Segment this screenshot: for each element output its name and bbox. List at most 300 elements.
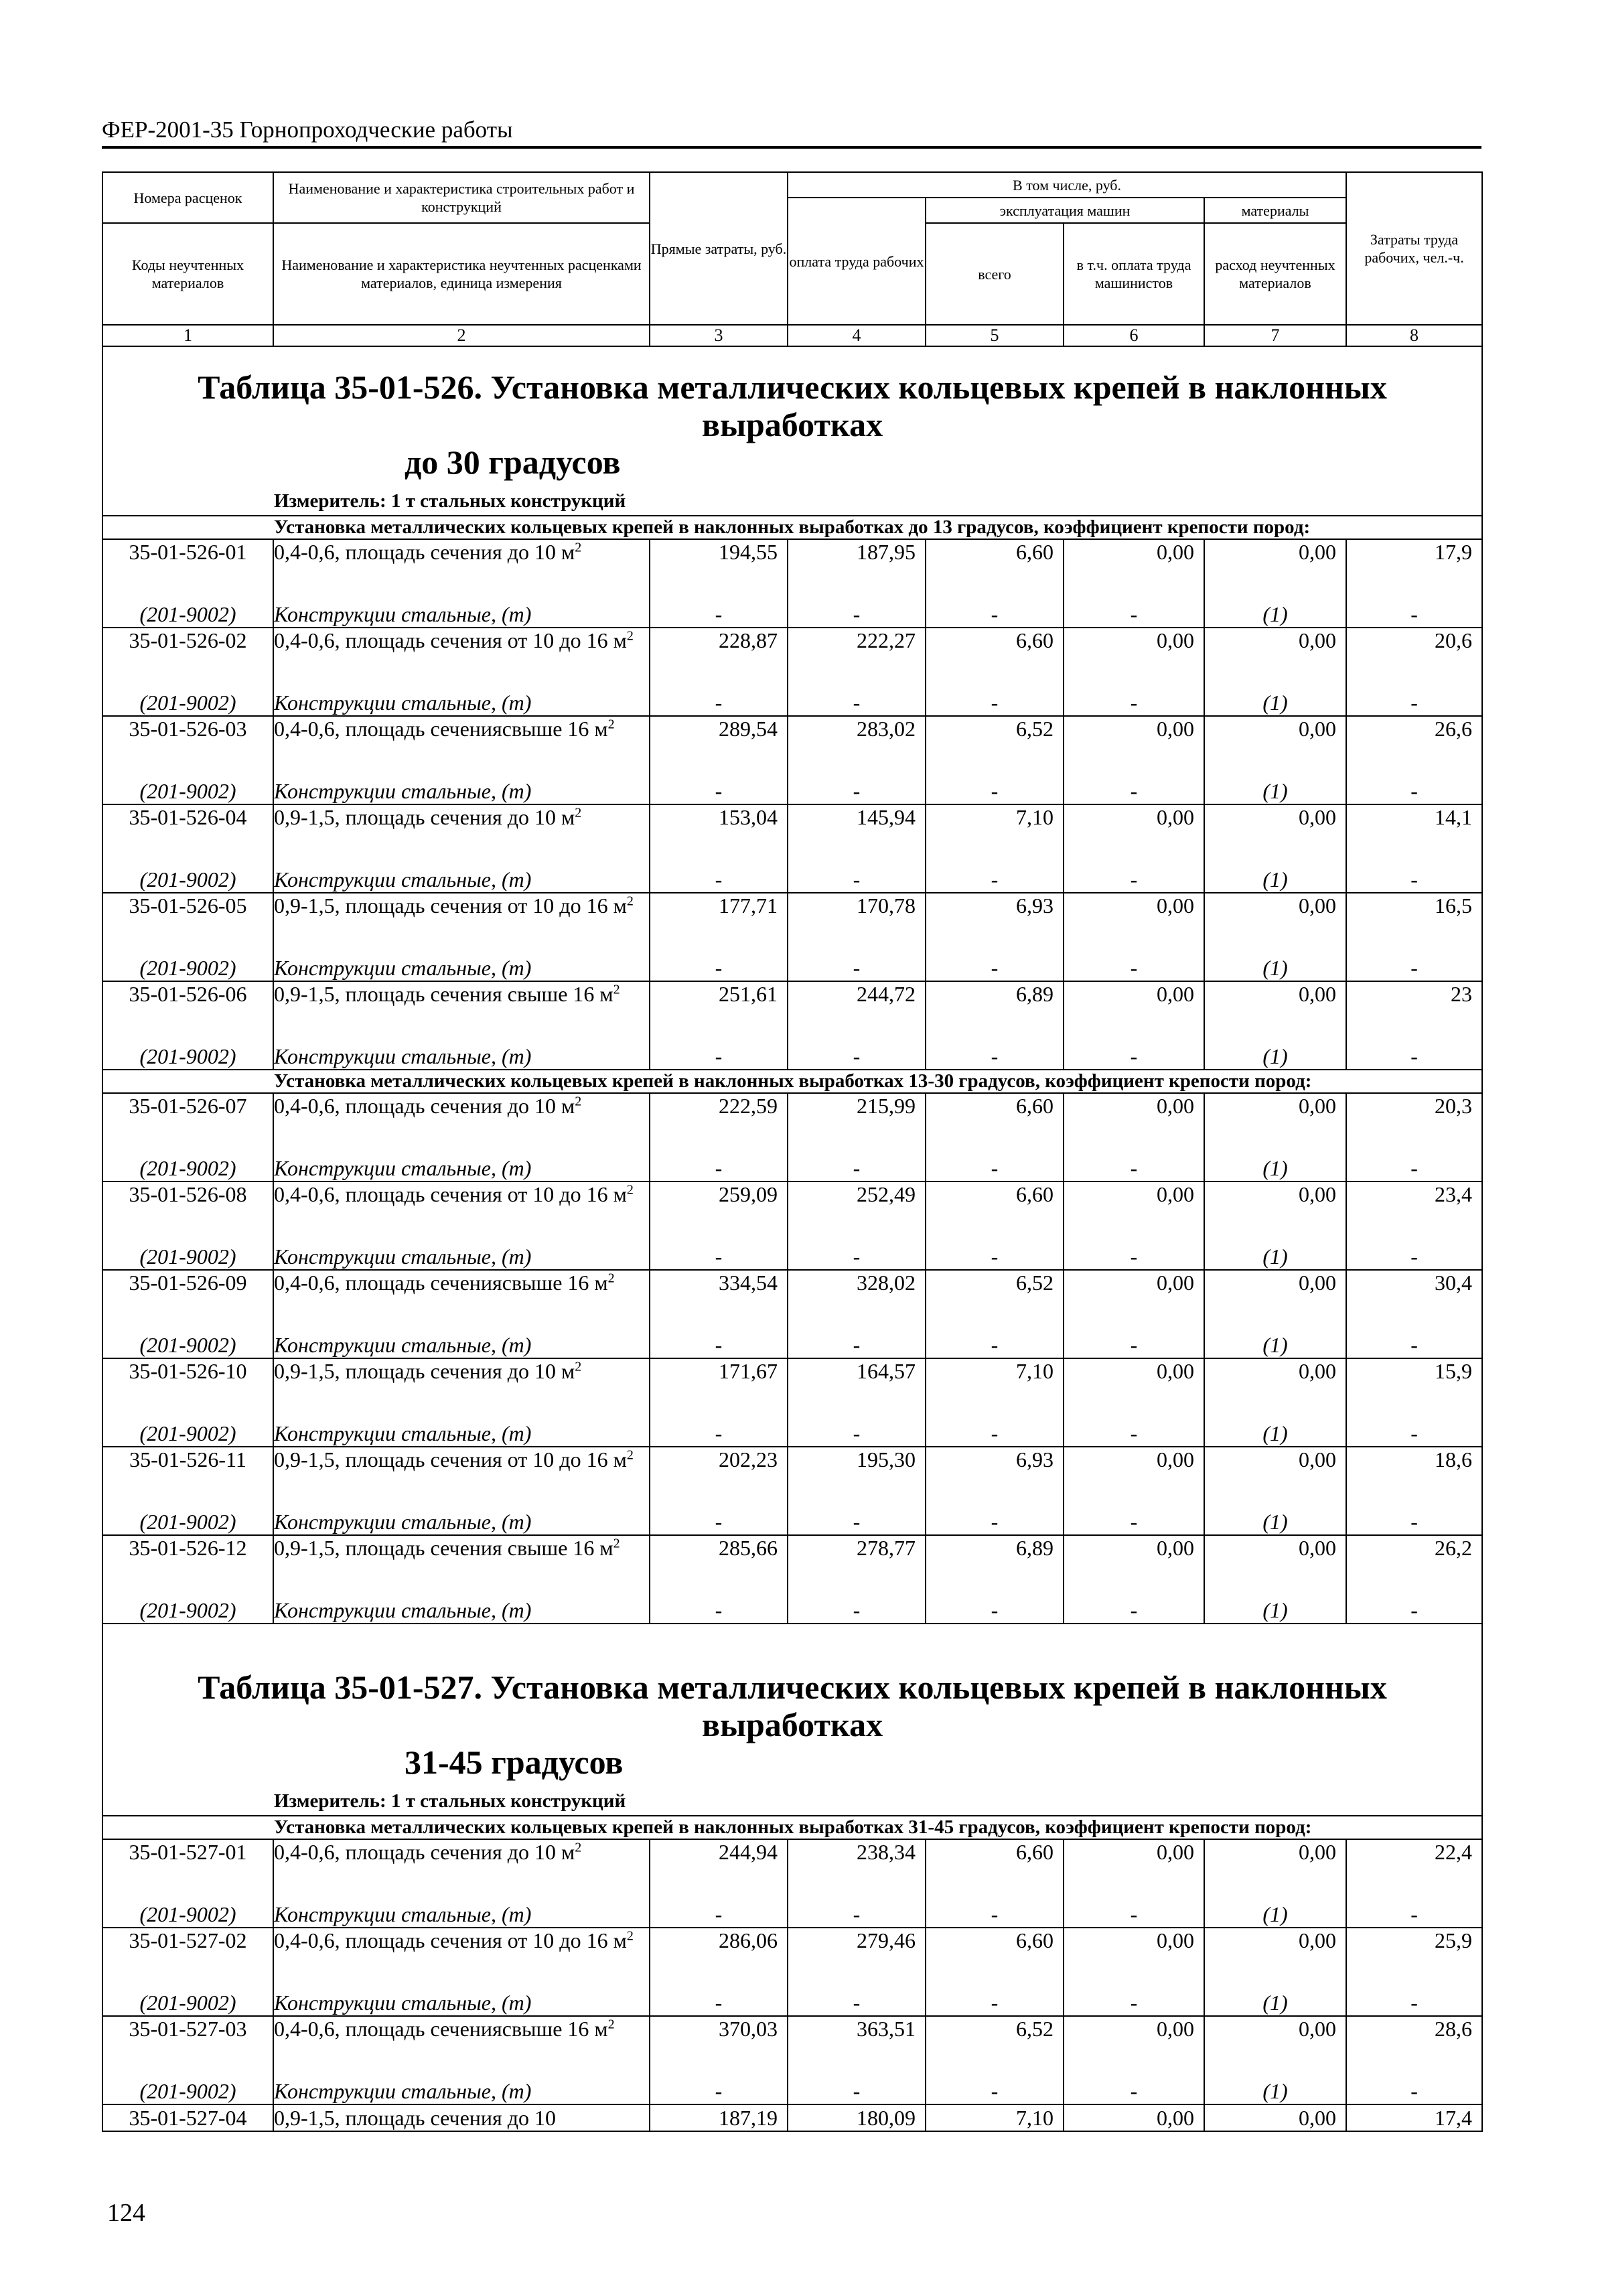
value-v6: 0,00	[1064, 1093, 1204, 1155]
value-v5: 6,52	[926, 2016, 1064, 2078]
value-v4: 170,78	[788, 893, 926, 955]
value-v7: 0,00	[1204, 1270, 1346, 1332]
table-title-row	[102, 346, 1482, 481]
material-dash-v6: -	[1064, 867, 1204, 893]
value-v6: 0,00	[1064, 1535, 1204, 1597]
unit-superscript: 2	[626, 1928, 634, 1944]
material-name: Конструкции стальные, (т)	[273, 2078, 650, 2104]
material-quantity: (1)	[1204, 1990, 1346, 2016]
material-dash-v4: -	[788, 1332, 926, 1358]
work-description-text: 0,4-0,6, площадь сечениясвыше 16 м	[274, 2017, 608, 2041]
value-v3: 370,03	[650, 2016, 788, 2078]
work-description-text: 0,4-0,6, площадь сечения до 10 м	[274, 1840, 575, 1864]
material-row	[102, 1509, 1482, 1535]
material-row	[102, 601, 1482, 628]
value-v4: 195,30	[788, 1447, 926, 1509]
work-description-text: 0,4-0,6, площадь сечения от 10 до 16 м	[274, 1182, 627, 1206]
material-dash-v3: -	[650, 867, 788, 893]
material-dash-v8: -	[1346, 1597, 1482, 1624]
price-table	[102, 171, 1483, 2132]
material-quantity: (1)	[1204, 1597, 1346, 1624]
work-description	[273, 893, 650, 955]
work-description-text: 0,4-0,6, площадь сечениясвыше 16 м	[274, 717, 608, 741]
value-v5: 7,10	[926, 1358, 1064, 1421]
measure-label: Измеритель: 1 т стальных конструкций	[102, 1781, 1482, 1816]
value-v5: 6,89	[926, 1535, 1064, 1597]
material-dash-v8: -	[1346, 1244, 1482, 1270]
value-v7: 0,00	[1204, 628, 1346, 690]
unit-superscript: 2	[575, 540, 582, 555]
value-v8: 20,6	[1346, 628, 1482, 690]
unit-superscript: 2	[607, 2017, 615, 2032]
material-dash-v5: -	[926, 2078, 1064, 2104]
section-heading: Установка металлических кольцевых крепей в наклонных выработках до 13 градусов, коэффициент крепости пород:	[102, 516, 1482, 539]
measure-label: Измеритель: 1 т стальных конструкций	[102, 481, 1482, 516]
value-v4: 328,02	[788, 1270, 926, 1332]
material-dash-v8: -	[1346, 1421, 1482, 1447]
material-dash-v3: -	[650, 1421, 788, 1447]
value-v3: 228,87	[650, 628, 788, 690]
material-dash-v3: -	[650, 778, 788, 804]
material-dash-v4: -	[788, 2078, 926, 2104]
value-v4: 222,27	[788, 628, 926, 690]
value-v8: 15,9	[1346, 1358, 1482, 1421]
table-row	[102, 1181, 1482, 1244]
work-description	[273, 804, 650, 867]
value-v8: 23,4	[1346, 1181, 1482, 1244]
material-dash-v8: -	[1346, 955, 1482, 981]
work-description	[273, 539, 650, 601]
table-row	[102, 1535, 1482, 1597]
work-description	[273, 1093, 650, 1155]
rate-code: 35-01-526-05	[102, 893, 273, 955]
value-v8: 16,5	[1346, 893, 1482, 955]
material-dash-v8: -	[1346, 1044, 1482, 1070]
work-description	[273, 1839, 650, 1902]
material-dash-v5: -	[926, 778, 1064, 804]
material-row	[102, 1902, 1482, 1928]
material-dash-v6: -	[1064, 690, 1204, 716]
value-v8: 18,6	[1346, 1447, 1482, 1509]
section-heading-row	[102, 1816, 1482, 1839]
work-description-text: 0,4-0,6, площадь сечения от 10 до 16 м	[274, 628, 627, 652]
material-row	[102, 1044, 1482, 1070]
material-dash-v8: -	[1346, 1990, 1482, 2016]
work-description: 0,9-1,5, площадь сечения до 10	[273, 2104, 650, 2131]
price-table-sheet	[102, 171, 1481, 2132]
material-dash-v8: -	[1346, 867, 1482, 893]
material-dash-v6: -	[1064, 1597, 1204, 1624]
material-code: (201-9002)	[102, 1332, 273, 1358]
value-v7: 0,00	[1204, 893, 1346, 955]
unit-superscript: 2	[626, 1182, 634, 1198]
value-v5: 6,52	[926, 716, 1064, 778]
value-v8: 14,1	[1346, 804, 1482, 867]
material-code: (201-9002)	[102, 601, 273, 628]
value-v4: 215,99	[788, 1093, 926, 1155]
value-v5: 6,93	[926, 1447, 1064, 1509]
header-labor: Затраты труда рабочих, чел.-ч.	[1346, 172, 1482, 325]
col-number-7: 7	[1204, 325, 1346, 346]
material-name: Конструкции стальные, (т)	[273, 690, 650, 716]
value-v3: 251,61	[650, 981, 788, 1044]
rate-code: 35-01-527-01	[102, 1839, 273, 1902]
value-v4: 283,02	[788, 716, 926, 778]
running-header: ФЕР-2001-35 Горнопроходческие работы	[102, 115, 1481, 149]
unit-superscript: 2	[575, 1094, 582, 1109]
section-heading-row	[102, 516, 1482, 539]
material-dash-v6: -	[1064, 1332, 1204, 1358]
table-title-line2: до 30 градусов	[405, 443, 621, 481]
material-dash-v5: -	[926, 955, 1064, 981]
value-v6: 0,00	[1064, 716, 1204, 778]
material-dash-v8: -	[1346, 778, 1482, 804]
rate-code: 35-01-526-12	[102, 1535, 273, 1597]
material-code: (201-9002)	[102, 1421, 273, 1447]
table-gap	[102, 1624, 1482, 1647]
unit-superscript: 2	[575, 1359, 582, 1374]
material-row	[102, 1597, 1482, 1624]
material-dash-v6: -	[1064, 1155, 1204, 1181]
col-number-8: 8	[1346, 325, 1482, 346]
material-quantity: (1)	[1204, 867, 1346, 893]
value-v6: 0,00	[1064, 1447, 1204, 1509]
material-dash-v6: -	[1064, 1244, 1204, 1270]
material-row	[102, 867, 1482, 893]
material-dash-v4: -	[788, 867, 926, 893]
header-wage: оплата труда рабочих	[788, 198, 926, 325]
material-dash-v4: -	[788, 778, 926, 804]
value-v4: 244,72	[788, 981, 926, 1044]
value-v7: 0,00	[1204, 2104, 1346, 2131]
value-v4: 363,51	[788, 2016, 926, 2078]
table-row	[102, 2016, 1482, 2078]
value-v3: 259,09	[650, 1181, 788, 1244]
material-quantity: (1)	[1204, 1332, 1346, 1358]
material-quantity: (1)	[1204, 1044, 1346, 1070]
value-v6: 0,00	[1064, 2104, 1204, 2131]
material-dash-v4: -	[788, 955, 926, 981]
unit-superscript: 2	[607, 1271, 615, 1286]
material-quantity: (1)	[1204, 1902, 1346, 1928]
table-row-last	[102, 2104, 1482, 2131]
material-quantity: (1)	[1204, 1155, 1346, 1181]
work-description	[273, 981, 650, 1044]
rate-code: 35-01-526-10	[102, 1358, 273, 1421]
material-code: (201-9002)	[102, 778, 273, 804]
material-code: (201-9002)	[102, 1990, 273, 2016]
material-dash-v6: -	[1064, 1421, 1204, 1447]
value-v5: 7,10	[926, 2104, 1064, 2131]
material-dash-v6: -	[1064, 1902, 1204, 1928]
value-v6: 0,00	[1064, 804, 1204, 867]
section-heading: Установка металлических кольцевых крепей в наклонных выработках 31-45 градусов, коэффициент крепости пород:	[102, 1816, 1482, 1839]
value-v6: 0,00	[1064, 1839, 1204, 1902]
value-v3: 153,04	[650, 804, 788, 867]
value-v7: 0,00	[1204, 1928, 1346, 1990]
material-row	[102, 690, 1482, 716]
table-row	[102, 804, 1482, 867]
col-number-6: 6	[1064, 325, 1204, 346]
rate-code: 35-01-526-11	[102, 1447, 273, 1509]
material-dash-v8: -	[1346, 2078, 1482, 2104]
work-description	[273, 1928, 650, 1990]
header-col1-bottom: Коды неучтенных материалов	[102, 223, 273, 325]
material-dash-v3: -	[650, 1244, 788, 1270]
material-name: Конструкции стальные, (т)	[273, 1509, 650, 1535]
material-dash-v5: -	[926, 1902, 1064, 1928]
material-name: Конструкции стальные, (т)	[273, 1990, 650, 2016]
value-v4: 164,57	[788, 1358, 926, 1421]
material-dash-v6: -	[1064, 1509, 1204, 1535]
value-v3: 289,54	[650, 716, 788, 778]
material-dash-v5: -	[926, 1990, 1064, 2016]
material-dash-v5: -	[926, 601, 1064, 628]
material-dash-v3: -	[650, 1509, 788, 1535]
value-v8: 17,4	[1346, 2104, 1482, 2131]
material-dash-v4: -	[788, 1902, 926, 1928]
material-row	[102, 955, 1482, 981]
work-description-text: 0,4-0,6, площадь сечения до 10 м	[274, 1094, 575, 1118]
header-materials-sub: расход неучтенных материалов	[1204, 223, 1346, 325]
material-quantity: (1)	[1204, 1421, 1346, 1447]
material-dash-v3: -	[650, 2078, 788, 2104]
work-description-text: 0,4-0,6, площадь сечения от 10 до 16 м	[274, 1928, 627, 1952]
measure-row	[102, 1781, 1482, 1816]
rate-code: 35-01-526-01	[102, 539, 273, 601]
material-dash-v8: -	[1346, 1902, 1482, 1928]
value-v7: 0,00	[1204, 1358, 1346, 1421]
material-dash-v5: -	[926, 690, 1064, 716]
rate-code: 35-01-526-06	[102, 981, 273, 1044]
material-quantity: (1)	[1204, 1509, 1346, 1535]
rate-code: 35-01-526-08	[102, 1181, 273, 1244]
value-v4: 238,34	[788, 1839, 926, 1902]
value-v7: 0,00	[1204, 2016, 1346, 2078]
table-row	[102, 1270, 1482, 1332]
value-v8: 25,9	[1346, 1928, 1482, 1990]
rate-code: 35-01-526-03	[102, 716, 273, 778]
value-v7: 0,00	[1204, 981, 1346, 1044]
value-v4: 180,09	[788, 2104, 926, 2131]
material-name: Конструкции стальные, (т)	[273, 867, 650, 893]
table-row	[102, 1839, 1482, 1902]
work-description-text: 0,9-1,5, площадь сечения от 10 до 16 м	[274, 1447, 627, 1472]
work-description-text: 0,4-0,6, площадь сечения до 10 м	[274, 540, 575, 564]
material-name: Конструкции стальные, (т)	[273, 1044, 650, 1070]
table-row	[102, 628, 1482, 690]
material-name: Конструкции стальные, (т)	[273, 1902, 650, 1928]
material-dash-v3: -	[650, 1155, 788, 1181]
material-dash-v5: -	[926, 1509, 1064, 1535]
material-name: Конструкции стальные, (т)	[273, 1597, 650, 1624]
unit-superscript: 2	[626, 628, 634, 644]
value-v7: 0,00	[1204, 804, 1346, 867]
material-dash-v3: -	[650, 955, 788, 981]
material-row	[102, 1244, 1482, 1270]
header-col1-top: Номера расценок	[102, 172, 273, 223]
value-v8: 28,6	[1346, 2016, 1482, 2078]
col-number-2: 2	[273, 325, 650, 346]
unit-superscript: 2	[613, 982, 620, 997]
material-dash-v5: -	[926, 1155, 1064, 1181]
table-row	[102, 981, 1482, 1044]
header-direct-costs: Прямые затраты, руб.	[650, 172, 788, 325]
material-name: Конструкции стальные, (т)	[273, 601, 650, 628]
table-row	[102, 1447, 1482, 1509]
work-description	[273, 1358, 650, 1421]
material-row	[102, 778, 1482, 804]
unit-superscript: 2	[613, 1536, 620, 1551]
value-v5: 6,89	[926, 981, 1064, 1044]
material-name: Конструкции стальные, (т)	[273, 955, 650, 981]
material-dash-v8: -	[1346, 1509, 1482, 1535]
value-v4: 278,77	[788, 1535, 926, 1597]
material-quantity: (1)	[1204, 690, 1346, 716]
material-dash-v6: -	[1064, 1990, 1204, 2016]
material-dash-v5: -	[926, 1597, 1064, 1624]
material-dash-v6: -	[1064, 778, 1204, 804]
material-dash-v4: -	[788, 1597, 926, 1624]
rate-code: 35-01-526-07	[102, 1093, 273, 1155]
value-v6: 0,00	[1064, 1928, 1204, 1990]
value-v7: 0,00	[1204, 539, 1346, 601]
material-dash-v4: -	[788, 601, 926, 628]
table-title-line1: Таблица 35-01-526. Установка металлических кольцевых крепей в наклонных выработках	[198, 368, 1387, 443]
work-description-text: 0,9-1,5, площадь сечения свыше 16 м	[274, 982, 613, 1006]
work-description	[273, 1447, 650, 1509]
header-col2-top: Наименование и характеристика строительных работ и конструкций	[273, 172, 650, 223]
value-v5: 6,93	[926, 893, 1064, 955]
rate-code: 35-01-526-09	[102, 1270, 273, 1332]
page-number: 124	[107, 2199, 145, 2227]
material-dash-v3: -	[650, 1044, 788, 1070]
col-number-5: 5	[926, 325, 1064, 346]
table-title	[102, 1647, 1482, 1781]
material-dash-v8: -	[1346, 601, 1482, 628]
material-name: Конструкции стальные, (т)	[273, 1155, 650, 1181]
table-row	[102, 539, 1482, 601]
value-v8: 26,2	[1346, 1535, 1482, 1597]
material-dash-v4: -	[788, 1990, 926, 2016]
value-v7: 0,00	[1204, 1181, 1346, 1244]
value-v5: 7,10	[926, 804, 1064, 867]
value-v7: 0,00	[1204, 1447, 1346, 1509]
material-row	[102, 1990, 1482, 2016]
value-v8: 26,6	[1346, 716, 1482, 778]
work-description-text: 0,9-1,5, площадь сечения свыше 16 м	[274, 1536, 613, 1560]
material-code: (201-9002)	[102, 1509, 273, 1535]
material-dash-v8: -	[1346, 690, 1482, 716]
material-code: (201-9002)	[102, 1597, 273, 1624]
material-code: (201-9002)	[102, 1244, 273, 1270]
col-number-4: 4	[788, 325, 926, 346]
value-v8: 23	[1346, 981, 1482, 1044]
material-dash-v5: -	[926, 1044, 1064, 1070]
unit-superscript: 2	[607, 717, 615, 732]
material-name: Конструкции стальные, (т)	[273, 1332, 650, 1358]
material-quantity: (1)	[1204, 2078, 1346, 2104]
section-heading: Установка металлических кольцевых крепей в наклонных выработках 13-30 градусов, коэффициент крепости пород:	[102, 1070, 1482, 1093]
value-v8: 20,3	[1346, 1093, 1482, 1155]
gap-cell	[102, 1624, 1482, 1647]
header-materials: материалы	[1204, 198, 1346, 223]
material-dash-v4: -	[788, 690, 926, 716]
value-v6: 0,00	[1064, 2016, 1204, 2078]
material-quantity: (1)	[1204, 955, 1346, 981]
material-row	[102, 1155, 1482, 1181]
material-dash-v4: -	[788, 1421, 926, 1447]
rate-code: 35-01-526-02	[102, 628, 273, 690]
material-code: (201-9002)	[102, 690, 273, 716]
value-v7: 0,00	[1204, 1839, 1346, 1902]
value-v4: 279,46	[788, 1928, 926, 1990]
material-dash-v6: -	[1064, 2078, 1204, 2104]
header-col2-bottom: Наименование и характеристика неучтенных расценками материалов, единица измерения	[273, 223, 650, 325]
table-title-line1: Таблица 35-01-527. Установка металлических кольцевых крепей в наклонных выработках	[198, 1668, 1387, 1743]
measure-row	[102, 481, 1482, 516]
table-title-row	[102, 1647, 1482, 1781]
table-row	[102, 893, 1482, 955]
unit-superscript: 2	[575, 805, 582, 820]
material-dash-v6: -	[1064, 1044, 1204, 1070]
material-dash-v4: -	[788, 1044, 926, 1070]
unit-superscript: 2	[626, 893, 634, 909]
material-dash-v5: -	[926, 1421, 1064, 1447]
material-row	[102, 1421, 1482, 1447]
material-code: (201-9002)	[102, 1155, 273, 1181]
unit-superscript: 2	[575, 1840, 582, 1855]
value-v6: 0,00	[1064, 1270, 1204, 1332]
value-v6: 0,00	[1064, 981, 1204, 1044]
work-description	[273, 2016, 650, 2078]
work-description	[273, 716, 650, 778]
material-dash-v3: -	[650, 1902, 788, 1928]
value-v5: 6,60	[926, 1839, 1064, 1902]
value-v7: 0,00	[1204, 716, 1346, 778]
unit-superscript: 2	[626, 1447, 634, 1463]
table-title	[102, 346, 1482, 481]
header-machines: эксплуатация машин	[926, 198, 1204, 223]
material-dash-v3: -	[650, 601, 788, 628]
material-code: (201-9002)	[102, 1902, 273, 1928]
material-dash-v5: -	[926, 867, 1064, 893]
value-v6: 0,00	[1064, 1181, 1204, 1244]
value-v3: 244,94	[650, 1839, 788, 1902]
value-v3: 194,55	[650, 539, 788, 601]
rate-code: 35-01-527-04	[102, 2104, 273, 2131]
table-row	[102, 716, 1482, 778]
material-name: Конструкции стальные, (т)	[273, 1421, 650, 1447]
header-including: В том числе, руб.	[788, 172, 1346, 198]
material-dash-v6: -	[1064, 955, 1204, 981]
table-row	[102, 1358, 1482, 1421]
rate-code: 35-01-527-02	[102, 1928, 273, 1990]
value-v4: 252,49	[788, 1181, 926, 1244]
value-v6: 0,00	[1064, 1358, 1204, 1421]
work-description	[273, 1535, 650, 1597]
value-v3: 171,67	[650, 1358, 788, 1421]
material-dash-v8: -	[1346, 1155, 1482, 1181]
value-v4: 145,94	[788, 804, 926, 867]
material-dash-v3: -	[650, 1990, 788, 2016]
material-dash-v8: -	[1346, 1332, 1482, 1358]
work-description-text: 0,9-1,5, площадь сечения до 10 м	[274, 805, 575, 829]
value-v6: 0,00	[1064, 893, 1204, 955]
material-dash-v4: -	[788, 1155, 926, 1181]
value-v7: 0,00	[1204, 1093, 1346, 1155]
material-name: Конструкции стальные, (т)	[273, 1244, 650, 1270]
